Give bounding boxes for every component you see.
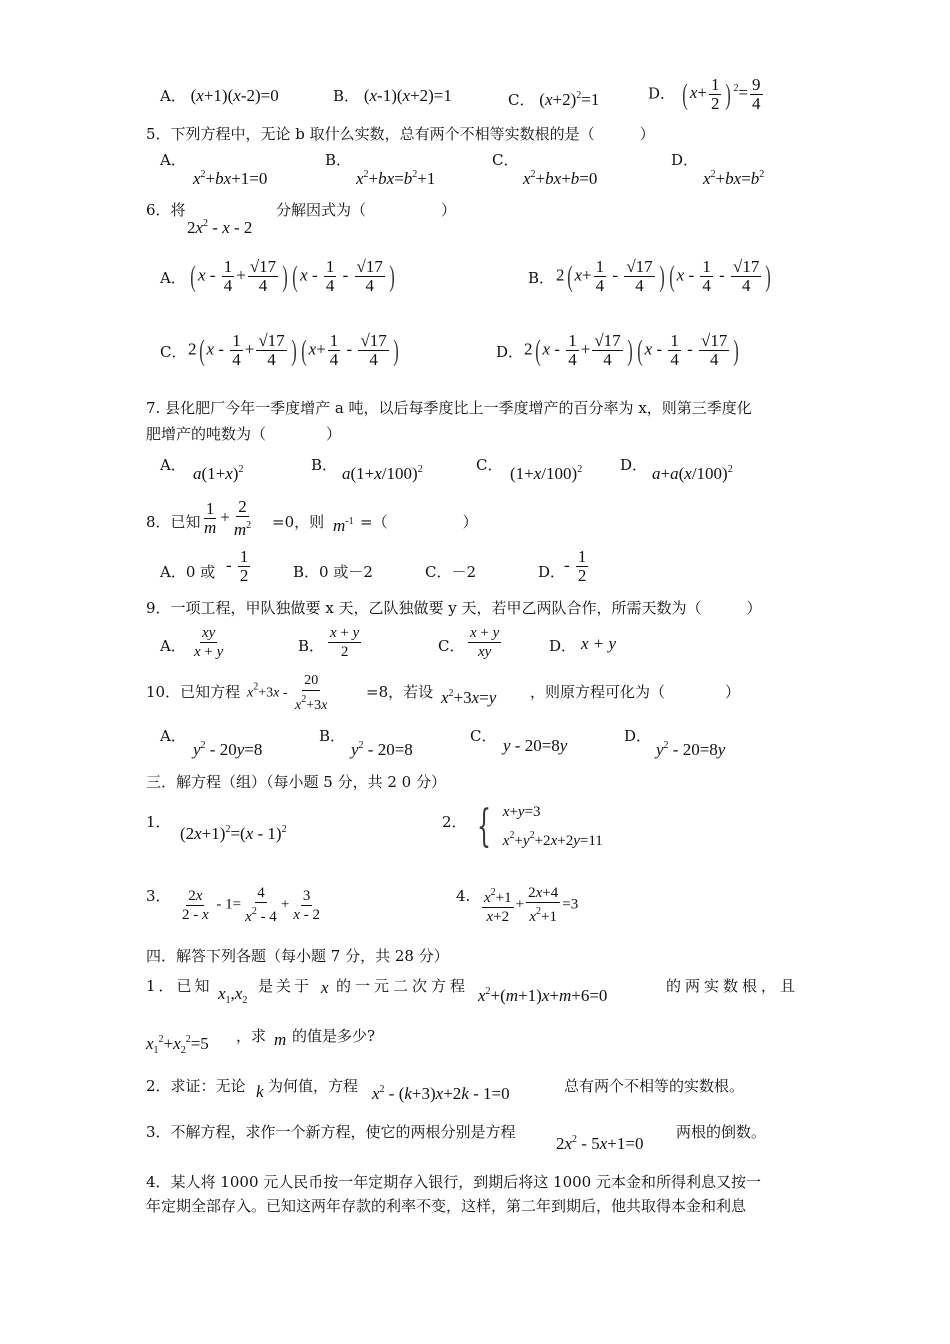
- option-b-text: 0 或－2: [319, 563, 373, 581]
- q7-option-b-expr: $a(1+x/100)^2$: [342, 464, 423, 483]
- q10-option-a-label: A．: [160, 727, 186, 745]
- q6-option-d-label: D．: [496, 343, 524, 361]
- q9-option-d-expr: x + y: [581, 634, 617, 653]
- q4-options: [160, 86, 279, 106]
- q9-option-c-label: C．: [438, 637, 465, 655]
- q5-option-c: [492, 150, 518, 170]
- q8-option-a: [160, 562, 215, 582]
- q8-stem-inverse: $m^{-1}$: [333, 516, 354, 535]
- s3-p2-label: 2．: [442, 813, 467, 831]
- s4-p2-post: 总有两个不相等的实数根。: [564, 1077, 745, 1095]
- q7-option-a-label: A．: [160, 456, 186, 474]
- q6-option-a-expr: ( x - $\frac{1}{4}$ + $\frac{√17}{4}$ ) ( x - $\frac{1}{4}$ - $\frac{√17}{4}$ ): [190, 257, 395, 295]
- s4-p3-pre: 3．不解方程，求作一个新方程，使它的两根分别是方程: [146, 1123, 516, 1141]
- q10-stem-pre: 10．已知方程: [146, 683, 241, 701]
- option-b-label: B．: [333, 87, 360, 105]
- system-brace: {: [477, 800, 491, 852]
- q7-option-b-label: B．: [311, 456, 338, 474]
- s4-p1-mid1: 是关于: [258, 977, 313, 995]
- s3-p2-system: [470, 800, 603, 853]
- option-b-label: B．: [293, 563, 320, 581]
- s4-p1-line2-post: ，求: [236, 1027, 267, 1045]
- s4-p2-var-k: k: [256, 1082, 264, 1101]
- q9-option-a-label: A．: [160, 637, 186, 655]
- q6-option-c-label: C．: [160, 343, 187, 361]
- option-c-text: －2: [451, 563, 477, 581]
- q6-option-b-label: B．: [528, 269, 555, 287]
- q8-option-a-expr: - $\frac{1}{2}$: [226, 547, 249, 585]
- option-c-expr: $(x+2)^2=1$: [539, 90, 600, 109]
- q8-stem-mid: =0，则: [272, 513, 325, 531]
- s4-p1-pre: 1．已知: [146, 977, 213, 995]
- section4-title: 四．解答下列各题（每小题 7 分，共 28 分）: [146, 947, 449, 965]
- q10-option-c-label: C．: [470, 727, 497, 745]
- section3-title: 三．解方程（组）（每小题 5 分，共 2 0 分）: [146, 773, 446, 791]
- q7-option-a-expr: $a(1+x)^2$: [193, 464, 244, 483]
- s4-p1-post: 的两实数根，且: [666, 977, 800, 995]
- q9-option-a-expr: $\frac{xy}{x + y}$: [194, 625, 224, 660]
- q8-stem-pre: 8．已知: [146, 513, 201, 531]
- q10-option-d-label: D．: [624, 727, 652, 745]
- q5-option-b: [325, 150, 351, 170]
- q10-substitution: $x^2+3x=y$: [441, 688, 497, 707]
- s3-p4-expr: $\frac{x^2+1}{x+2}$ + $\frac{2x+4}{x^2+1}$ =3: [484, 885, 579, 925]
- s4-p4-line2: 年定期全部存入。已知这两年存款的利率不变，这样，第二年到期后，他共取得本金和利息: [146, 1197, 747, 1215]
- q10-option-b-label: B．: [319, 727, 346, 745]
- q8-stem-expr: $\frac{1}{m}$ + $\frac{2}{m^2}$: [204, 497, 252, 539]
- s3-p1-label: 1．: [146, 813, 171, 831]
- q8-option-d-label: D．: [538, 563, 566, 581]
- option-d-label: D．: [671, 151, 699, 169]
- s3-p2-equations: x+y=3 $x^2+y^2+2x+2y=11$: [502, 804, 603, 849]
- q7-option-d-label: D．: [620, 456, 648, 474]
- option-a-expr: (x+1)(x-2)=0: [190, 86, 279, 105]
- q6-option-a-label: A．: [160, 269, 186, 287]
- q7-stem-line1: 7. 县化肥厂今年一季度增产 a 吨，以后每季度比上一季度增产的百分率为 x，则第三季度化: [146, 399, 752, 417]
- option-c-label: C．: [425, 563, 452, 581]
- q10-option-b-expr: $y^2 - 20=8$: [351, 740, 413, 759]
- s3-p4-label: 4.: [456, 887, 471, 905]
- q9-option-b-label: B．: [298, 637, 325, 655]
- s4-p3-post: 两根的倒数。: [676, 1123, 767, 1141]
- q6-option-d-expr: 2( x - $\frac{1}{4}$ + $\frac{√17}{4}$ ) ( x - $\frac{1}{4}$ - $\frac{√17}{4}$ ): [524, 331, 740, 369]
- s3-p1-expr: $(2x+1)^2=(x - 1)^2$: [180, 824, 287, 843]
- q8-stem-post: =（ ）: [360, 513, 478, 531]
- q6-stem-pre: 6．将: [146, 201, 186, 219]
- s3-p3-label: 3．: [146, 887, 171, 905]
- s4-p1-var-x: x: [321, 978, 329, 997]
- s4-p1-var-m: m: [274, 1030, 287, 1049]
- q9-option-d-label: D．: [549, 637, 577, 655]
- q5-stem: 5．下列方程中，无论 b 取什么实数，总有两个不相等实数根的是（ ）: [146, 125, 655, 143]
- option-b-expr: (x-1)(x+2)=1: [363, 86, 452, 105]
- q4-option-d: [648, 76, 765, 113]
- q6-stem: [146, 200, 186, 220]
- option-d-label: D．: [648, 84, 676, 103]
- option-c-label: C．: [508, 91, 535, 109]
- option-c-label: C．: [492, 151, 519, 169]
- s3-p3-expr: $\frac{2x}{2 - x}$ - 1= $\frac{4}{x^2 - 4}$ + $\frac{3}{x - 2}$: [182, 885, 320, 925]
- q4-option-c: [508, 86, 599, 110]
- s4-p2-mid: 为何值，方程: [268, 1077, 359, 1095]
- s4-p1-roots: $x_1,x_2$: [218, 984, 248, 1006]
- q5-option-d-expr: $x^2+bx=b^2$: [703, 169, 765, 188]
- q6-stem-post: 分解因式为（ ）: [276, 201, 457, 219]
- q7-option-c-label: C．: [476, 456, 503, 474]
- q4-option-b: [333, 86, 452, 106]
- q10-stem-expr: $x^2+3x$ - $\frac{20}{x^2+3x}$: [247, 673, 328, 713]
- q8-option-c: [425, 562, 476, 582]
- option-a-label: A．: [160, 87, 186, 105]
- s4-p1-condition: $x_1^2+x_2^2=5$: [146, 1034, 209, 1056]
- s4-p1-equation: $x^2+(m+1)x+m+6=0$: [478, 986, 608, 1005]
- q5-option-c-expr: $x^2+bx+b=0$: [523, 169, 598, 188]
- q10-stem-mid: =8，若设: [366, 683, 434, 701]
- s4-p3-equation: $2x^2 - 5x+1=0$: [556, 1134, 644, 1153]
- q6-stem-expr: $2x^2$ - x - 2: [187, 218, 253, 237]
- s4-p1-mid2: 的一元二次方程: [336, 977, 470, 995]
- option-a-label: A．: [160, 563, 186, 581]
- q10-option-c-expr: y - 20=8y: [503, 736, 568, 755]
- s4-p2-equation: $x^2 - (k+3)x+2k - 1=0$: [372, 1084, 510, 1103]
- q5-option-d: [671, 150, 698, 170]
- option-a-text: 0 或: [185, 563, 216, 581]
- s4-p2-pre: 2．求证：无论: [146, 1077, 246, 1095]
- q6-option-b-expr: 2( x+ $\frac{1}{4}$ - $\frac{√17}{4}$ ) ( x - $\frac{1}{4}$ - $\frac{√17}{4}$ ): [556, 257, 772, 295]
- q10-option-a-expr: $y^2 - 20y=8$: [193, 740, 263, 759]
- q10-stem-post: ，则原方程可化为（ ）: [530, 683, 741, 701]
- q8-option-d-expr: - $\frac{1}{2}$: [564, 547, 587, 585]
- s4-p4-line1: 4．某人将 1000 元人民币按一年定期存入银行，到期后将这 1000 元本金和所得利息又按一: [146, 1173, 761, 1191]
- q5-option-a-expr: $x^2+bx+1=0$: [193, 169, 268, 188]
- q7-option-d-expr: $a+a(x/100)^2$: [652, 464, 733, 483]
- q9-stem: 9．一项工程，甲队独做要 x 天，乙队独做要 y 天，若甲乙两队合作，所需天数为（ ）: [146, 599, 762, 617]
- q10-option-d-expr: $y^2 - 20=8y$: [656, 740, 726, 759]
- option-d-expr: ( x+ $\frac{1}{2}$ ) $^2$= $\frac{9}{4}$: [682, 75, 761, 113]
- q9-option-c-expr: $\frac{x + y}{xy}$: [470, 625, 500, 660]
- s4-p1-line2-end: 的值是多少?: [292, 1027, 376, 1045]
- q7-option-c-expr: $(1+x/100)^2$: [510, 464, 583, 483]
- q6-option-c-expr: 2( x - $\frac{1}{4}$ + $\frac{√17}{4}$ ) ( x+ $\frac{1}{4}$ - $\frac{√17}{4}$ ): [188, 331, 399, 369]
- q9-option-b-expr: $\frac{x + y}{2}$: [330, 625, 360, 660]
- q7-stem-line2: 肥增产的吨数为（ ）: [146, 425, 342, 443]
- q5-option-a: [160, 150, 186, 170]
- option-b-label: B．: [325, 151, 352, 169]
- option-a-label: A．: [160, 151, 186, 169]
- q5-option-b-expr: $x^2+bx=b^2+1$: [356, 169, 436, 188]
- q8-option-b: [293, 562, 373, 582]
